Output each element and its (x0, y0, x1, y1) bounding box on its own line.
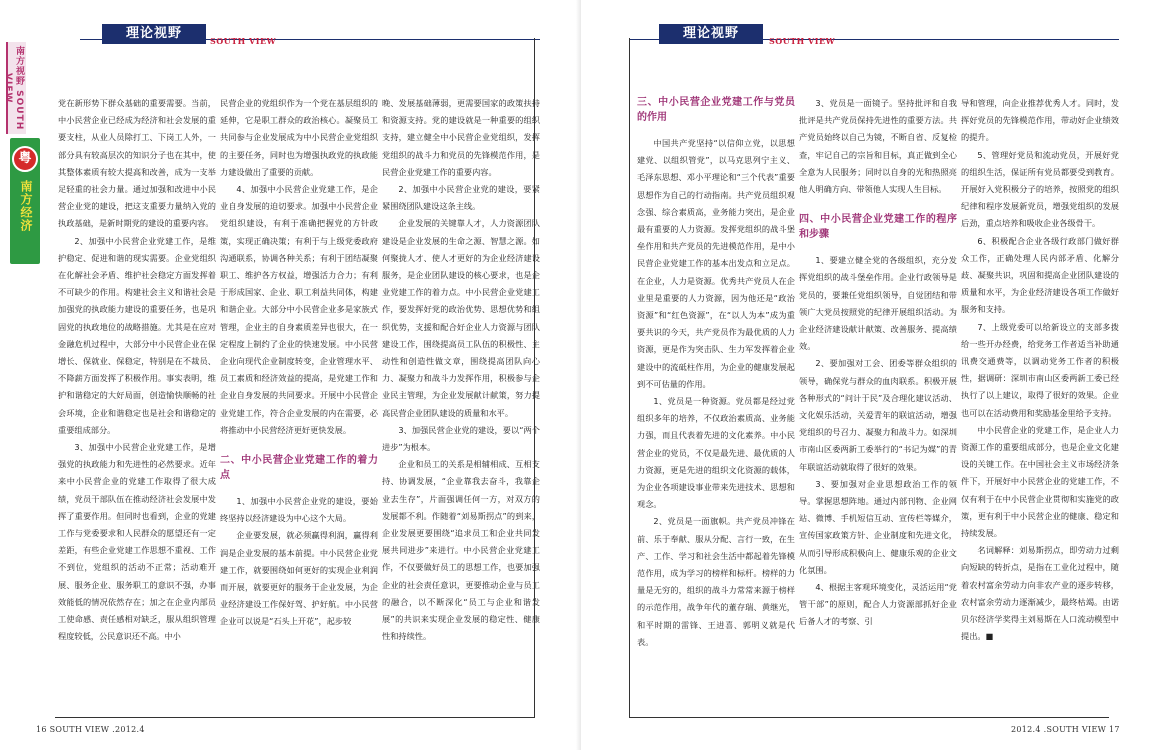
paragraph: 党在新形势下群众基础的重要需要。当前，中小民营企业已经成为经济和社会发展的重要支柱，从业人员除打工、下岗工人外，一部分具有较高层次的知识分子也在其中，使其整体素质有较大提高和改善，成为一支举足轻重的社会力量。通过加强和改进中小民营企业党的建设，把这支重要力量纳入党的执政基础，是新时期党的建设的重要内容。 (58, 98, 216, 229)
paragraph: 民营企业的党组织作为一个党在基层组织的延伸，它是职工群众的政治核心。凝聚员工共同参与企业发展成为中小民营企业党组织的主要任务，同时也为增强执政党的执政能力建设做出了重要的贡献。 (220, 98, 378, 177)
right-page (581, 0, 1162, 750)
page-folio-right: 2012.4 .SOUTH VIEW 17 (1011, 725, 1120, 734)
section-heading: 四、中小民营企业党建工作的程序和步骤 (799, 214, 957, 241)
section-heading: 三、中小民营企业党建工作与党员的作用 (637, 97, 795, 123)
sidebar-strip (0, 40, 40, 265)
text-column-2 (220, 95, 378, 631)
page-header (629, 26, 1119, 46)
section-tag: 理论视野 (659, 24, 763, 44)
paragraph: 晚、发展基础薄弱，更需要国家的政策扶持和资源支持。党的建设就是一种重要的组织支持，建立健全中小民营企业党组织，发挥党组织的战斗力和党员的先锋模范作用，是民营企业党建工作的重要内容。 (382, 98, 540, 177)
paragraph: 中国共产党坚持“以信仰立党，以思想建党、以组织管党”，以马克思列宁主义、毛泽东思想、邓小平理论和“三个代表”重要思想作为自己的行动指南。共产党员组织观念强、综合素质高，业务能力突出，是企业最有重要的人力资源。发挥党组织的战斗堡垒作用和共产党员的先进模范作用，是中小民营企业党建工作的基本出发点和立足点。在企业，人力是资源。优秀共产党员人在企业里是重要的人力资源，因为他还是“政治资源”和“红色资源”，在“以人为本”成为重要共识的今天，共产党员作为最优质的人力资源，更是作为突击队、生力军发挥着企业建设中的流砥柱作用，为企业的健康发展起到不可估量的作用。 (637, 138, 795, 389)
page-header (80, 26, 540, 46)
paragraph: 3、党员是一面镜子。坚持批评和自我批评是共产党员保持先进性的重要方法。共产党员始终以自己为镜，不断自省、反复检查，牢记自己的宗旨和目标，真正做到全心全意为人民服务；同时以自身的光和热照亮他人明确方向、带领他人实现人生目标。 (799, 98, 957, 195)
magazine-logo-icon: 粤 (12, 146, 38, 172)
paragraph: 6、积极配合企业各级行政部门做好群众工作，正确处理人民内部矛盾、化解分歧、凝聚共识，巩固和提高企业团队建设的质量和水平，为企业经济建设各项工作做好服务和支持。 (961, 235, 1119, 315)
sidebar-magazine-block (10, 138, 40, 264)
paragraph: 企业要发展，就必须赢得利润，赢得利润是企业发展的基本前提。中小民营企业党建工作，就要围绕如何更好的实现企业利润而开展，就要更好的服务于企业发展，为企业经济建设工作保好驾、护好航。中小民营企业可以说是“石头上开花”，起步较 (220, 530, 378, 627)
text-column-1 (637, 95, 795, 651)
paragraph: 3、加强中小民营企业党建工作，是增强党的执政能力和先进性的必然要求。近年来中小民营企业的党建工作取得了很大成绩，党员干部队伍在推动经济社会发展中发挥了重要作用。但同时也看到，企业的党建工作与党委要求和人民群众的愿望还有一定差距，有些企业党建工作思想不重视、工作不到位，党组织的活动不正常；活动难开展、服务企业、服务职工的意识不强，办事效能低的情况依然存在；加之在企业内部员工使命感、责任感相对缺乏，服从组织管理程度较低，公民意识还不高。中小 (58, 442, 216, 642)
paragraph: 3、要加强对企业思想政治工作的领导。掌握思想阵地。通过内部刊物、企业网站、微博、手机短信互动、宣传栏等媒介，宣传国家政策方针、企业制度和先进文化，从而引导形成积极向上、健康乐观的企业文化氛围。 (799, 478, 957, 575)
paragraph: 4、根据主客观环境变化，灵活运用“党管干部”的原则，配合人力资源部抓好企业后备人才的考察、引 (799, 582, 957, 627)
paragraph: 5、管理好党员和流动党员，开展好党的组织生活，保证所有党员都要受到教育。开展好入党积极分子的培养，按照党的组织纪律和程序发展新党员，增强党组织的发展后劲，重点培养和吸收企业各级骨干。 (961, 149, 1119, 229)
paragraph: 中小民营企业的党建工作，是企业人力资源工作的重要组成部分，也是企业文化建设的关键工作。在中国社会主义市场经济条件下，开展好中小民营企业的党建工作，不仅有利于在中小民营企业贯彻和实施党的政策，更有利于中小民营企业的健康、稳定和持续发展。 (961, 424, 1119, 539)
section-en-label: SOUTH VIEW (769, 36, 836, 46)
text-column-1 (58, 95, 216, 646)
paragraph: 企业和员工的关系是相辅相成、互相支持、协调发展，“企业靠我去奋斗，我靠企业去生存”，片面强调任何一方，对双方的发展都不利。作随着“刘易斯拐点”的到来，企业发展更要围绕“追求员工和企业共同发展共同进步”来进行。中小民营企业党建工作，不仅要做好员工的思想工作，也要加强企业的社会责任意识，更要推动企业与员工的融合，以不断深化“员工与企业和谐发展”的共识来实现企业发展的稳定性、健康性和持续性。 (382, 459, 540, 642)
text-column-3 (382, 95, 540, 646)
paragraph: 4、加强中小民营企业党建工作，是企业自身发展的迫切要求。加强中小民营企业党组织建设，有利于准确把握党的方针政策，实现正确决策；有利于与上级党委政府沟通联系，协调各种关系；有利于团结凝聚职工、维护各方权益，增强活力合力；有利于形成国家、企业、职工利益共同体，构建和谐企业。大部分中小民营企业多是家族式管理，企业主的自身素质差异也很大，在一定程度上制约了企业的快速发展。中小民营企业向现代企业制度转变，企业管理水平、员工素质和经济效益的提高，是党建工作和企业自身发展的共同要求。开展中小民营企业党建工作，符合企业发展的内在需要，必将推动中小民营经济更好更快发展。 (220, 184, 378, 435)
magazine-name: 南方经济 (19, 180, 33, 232)
text-column-2 (799, 95, 957, 631)
paragraph: 7、上级党委可以给新设立的支部多拨给一些开办经费，给党务工作者适当补助通讯费交通费等，以调动党务工作者的积极性，据调研：深圳市南山区委两新工委已经执行了以上建议，取得了很好的效果。企业也可以在活动费用和奖励基金里给予支持。 (961, 321, 1119, 418)
sidebar-vertical-title: 南方视野 SOUTH VIEW (6, 42, 26, 134)
section-heading: 二、中小民营企业党建工作的着力点 (220, 455, 378, 482)
paragraph: 1、党员是一种资源。党员都是经过党组织多年的培养，不仅政治素质高、业务能力强，而且代表着先进的文化素养。中小民营企业的党员，不仅是最先进、最优质的人力资源，更是先进的组织文化资源的载体，为企业各项建设事业带来先进技术、思想和观念。 (637, 396, 795, 510)
paragraph: 3、加强民营企业党的建设，要以“两个进步”为根本。 (382, 424, 540, 453)
paragraph: 1、要建立健全党的各级组织，充分发挥党组织的战斗堡垒作用。企业行政领导是党员的，要兼任党组织领导，自觉团结和带领广大党员按照党的纪律开展组织活动。为企业经济建设献计献策、改善服务、提高绩效。 (799, 255, 957, 352)
section-en-label: SOUTH VIEW (210, 36, 277, 46)
paragraph: 2、加强中小民营企业党的建设，要紧紧围绕团队建设这条主线。 (382, 184, 540, 212)
section-tag: 理论视野 (102, 24, 206, 44)
paragraph: 1、加强中小民营企业党的建设，要始终坚持以经济建设为中心这个大局。 (220, 496, 378, 524)
paragraph: 2、党员是一面旗帜。共产党员冲锋在前、乐于奉献、服从分配、言行一致，在生产、工作、学习和社会生活中都起着先锋模范作用，成为学习的榜样和标杆。榜样的力量是无穷的，组织的战斗力常常来源于榜样的示范作用，战争年代的董存瑞、黄继光，和平时期的雷锋、王进喜、郭明义就是代表。 (637, 516, 795, 647)
paragraph: 2、要加强对工会、团委等群众组织的领导，确保党与群众的血肉联系。积极开展各种形式的“问计于民”及合理化建议活动、文化娱乐活动，关爱青年的联谊活动，增强党组织的号召力、凝聚力和战斗力。如深圳市南山区委两新工委举行的“书记为媒”的青年联谊活动就取得了很好的效果。 (799, 358, 957, 472)
frame-rule-bottom (55, 717, 535, 718)
frame-rule-bottom (629, 717, 1109, 718)
paragraph: 企业发展的关键靠人才，人力资源团队建设是企业发展的生命之源、智慧之源。如何聚拢人才、使人才更好的为企业经济建设服务，是企业团队建设的核心要求，也是企业党建工作的着力点。中小民营企业党建工作，要发挥好党的政治优势、思想优势和组织优势，支援和配合好企业人力资源与团队建设工作，围绕提高员工队伍的积极性、主动性和创造性做文章，围绕提高团队向心力、凝聚力和战斗力发挥作用，积极参与企业民主管理，为企业发展献计献策，努力提高民营企业团队建设的质量和水平。 (382, 218, 540, 418)
paragraph: 导和管理，向企业推荐优秀人才。同时，发挥好党员的先锋模范作用，带动好企业绩效的提升。 (961, 98, 1119, 143)
paragraph: 2、加强中小民营企业党建工作，是维护稳定、促进和谐的现实需要。企业党组织在化解社会矛盾、维护社会稳定方面发挥着不可缺少的作用。构建社会主义和谐社会是加强党的执政能力建设的重要任务，也是巩固党的执政地位的战略措施。尤其是在应对金融危机过程中，大部分中小民营企业在保增长、保就业、保稳定，特别是在不裁员、不降薪方面发挥了积极作用。事实表明，维护和谐稳定的大好局面，创造愉快顺畅的社会环境，企业和谐稳定也是社会和谐稳定的重要组成部分。 (58, 235, 216, 435)
text-column-3 (961, 95, 1119, 646)
page-folio-left: 16 SOUTH VIEW .2012.4 (36, 725, 145, 734)
frame-rule-left (629, 38, 630, 718)
paragraph: 名词解释：刘易斯拐点，即劳动力过剩向短缺的转折点，是指在工业化过程中，随着农村富余劳动力向非农产业的逐步转移，农村富余劳动力逐渐减少，最终枯竭。由诺贝尔经济学奖得主刘易斯在人口流动模型中提出。■ (961, 545, 1119, 642)
